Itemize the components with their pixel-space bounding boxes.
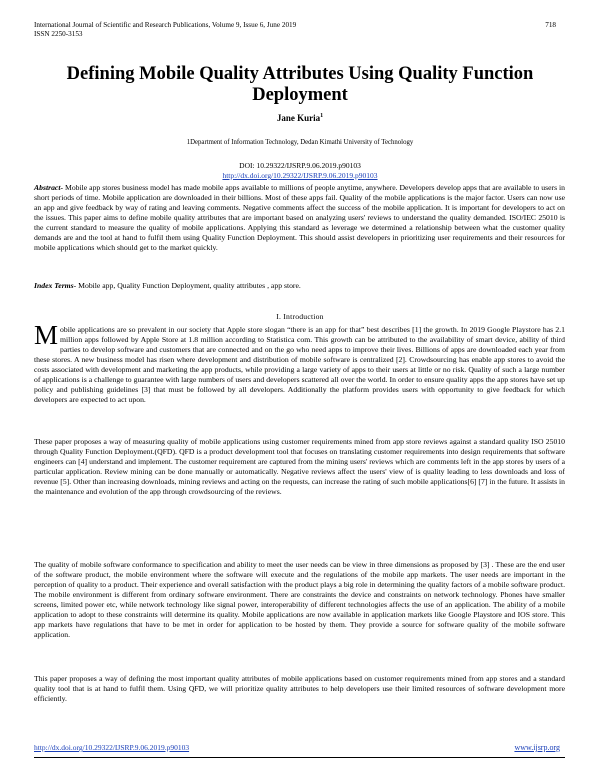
section-heading: I. Introduction	[276, 312, 324, 321]
footer-doi-link[interactable]: http://dx.doi.org/10.29322/IJSRP.9.06.2019.p90103	[34, 743, 190, 752]
footer-site-link[interactable]: www.ijsrp.org	[514, 743, 560, 752]
paragraph-4: This paper proposes a way of defining the most important quality attributes of mobile applications based on customer requirements mined from app stores and a standard quality tool that is at hand to fulfil them. Using QFD, we will prioritize quality attributes to help developers use their limited resources of software development more efficiently.	[34, 674, 565, 703]
footer-left	[34, 743, 189, 752]
doi-block	[0, 161, 600, 181]
page-number: 718	[545, 21, 556, 29]
index-text: - Mobile app, Quality Function Deployment, quality attributes , app store.	[73, 281, 301, 290]
paragraph-1-text: obile applications are so prevalent in our society that Apple store slogan “there is an app for that” best describes [1] the growth. In 2019 Google Playstore has 2.1 million apps followed by Apple Store at 1.8 million according to Statistica com. This growth can be attributed to the availability of smart device, ability of third parties to develop software and customers that are connected and on the go who need apps to improve their lives. Billions of apps are downloaded each year from these stores. A new business model has risen where development and distribution of mobile software is centralized [2]. Crowdsourcing has enable app stores to avoid the costs associated with development and marketing the app products, while providing a large variety of apps to their users at little or no risk. Quality of such a large number of applications is a challenge to guarantee with large numbers of users and developers scattered all over the world. In order to ensure quality apps the app stores have set up policy and publishing guidelines [3] that must be followed by all developers. Additionally the platform provides users with opportunity to give feedback for which developers are expected to act upon.	[34, 325, 565, 404]
running-header	[34, 21, 296, 39]
doi-text: DOI: 10.29322/IJSRP.9.06.2019.p90103	[239, 161, 361, 170]
paragraph-2: These paper proposes a way of measuring quality of mobile applications using customer requirements mined from app store reviews against a standard quality ISO 25010 through Quality Function Deployment.(QFD). QFD is a product development tool that focuses on translating customer requirements into design requirements that software engineers can [4] understand and implement. The customer requirement are captured from the mining users' reviews which are comments left in the app stores by users of a particular application. Review mining can be done manually or automatically. Negative reviews affect the users' view of is quality leading to less downloads and loss of revenue [5]. Other than increasing downloads, mining reviews and acting on the requests, can increase the rating of such mobile applications[6] [7] in the future. It assists in the maintenance and evolution of the app through crowdsourcing of the reviews.	[34, 437, 565, 496]
index-label: Index Terms	[34, 281, 74, 290]
abstract-label: Abstract-	[34, 183, 64, 192]
author-name: Jane Kuria	[276, 113, 321, 123]
footer-rule	[34, 757, 565, 758]
doi-link[interactable]: http://dx.doi.org/10.29322/IJSRP.9.06.2019.p90103	[222, 171, 378, 180]
author	[0, 113, 600, 123]
abstract	[34, 183, 565, 253]
issn: ISSN 2250-3153	[34, 30, 83, 38]
footer-right	[514, 743, 560, 752]
abstract-text: Mobile app stores business model has made mobile apps available to millions of people anytime, anywhere. Developers develop apps that are available to users in short periods of time. Mobile application are downloaded in their billions. Most of these apps fail. Quality of the mobile applications is the major factor. Users can now use an app and give feedback by way of rating and leaving comments. Negative comments affect the success of the mobile application. It is important for developers to act on the issues. This paper aims to define mobile quality attributes that are important based on analyzing users' reviews to understand the quality demanded. ISO/IEC 25010 is the current standard to measure the quality of mobile applications. Applying this standard as leverage we determined a relationship between what the customer quality demands are and the tool at hand to fulfil them using Quality Function Deployment. This should assist developers in prioritizing user requirements and their resources for mobile applications which should get to the market quickly.	[34, 183, 565, 252]
drop-cap: M	[34, 320, 59, 350]
affiliation: 1Department of Information Technology, Dedan Kimathi University of Technology	[186, 139, 414, 146]
author-sup: 1	[320, 113, 324, 119]
index-terms	[34, 281, 565, 291]
paper-title: Defining Mobile Quality Attributes Using Quality Function Deployment	[66, 64, 534, 105]
paragraph-3: The quality of mobile software conformance to specification and ability to meet the user needs can be view in three dimensions as proposed by [3] . These are the end user of the software product, the mobile environment where the software will execute and the regulations of the mobile app markets. The user needs are important in the perception of quality to a product. Their experience and overall satisfaction with the product plays a big role in determining the quality factors of a mobile software product. The mobile environment is different from ordinary software environment. There are constraints the device and constraints on network technology. Phones have smaller screens, limited power etc, while network technology like signal power, interoperability of different technologies affects the use of an application. The ability of a mobile application to adopt to these constraints will determine its quality. Mobile applications are now available in application markets like Google Playstore and IOS store. This app markets have regulations that have to be met in order for application to be hosted by them. They provide a source for software quality of the mobile software application.	[34, 560, 565, 639]
journal-name: International Journal of Scientific and Research Publications, Volume 9, Issue 6, June 2019	[34, 21, 297, 29]
paragraph-1	[34, 320, 565, 405]
